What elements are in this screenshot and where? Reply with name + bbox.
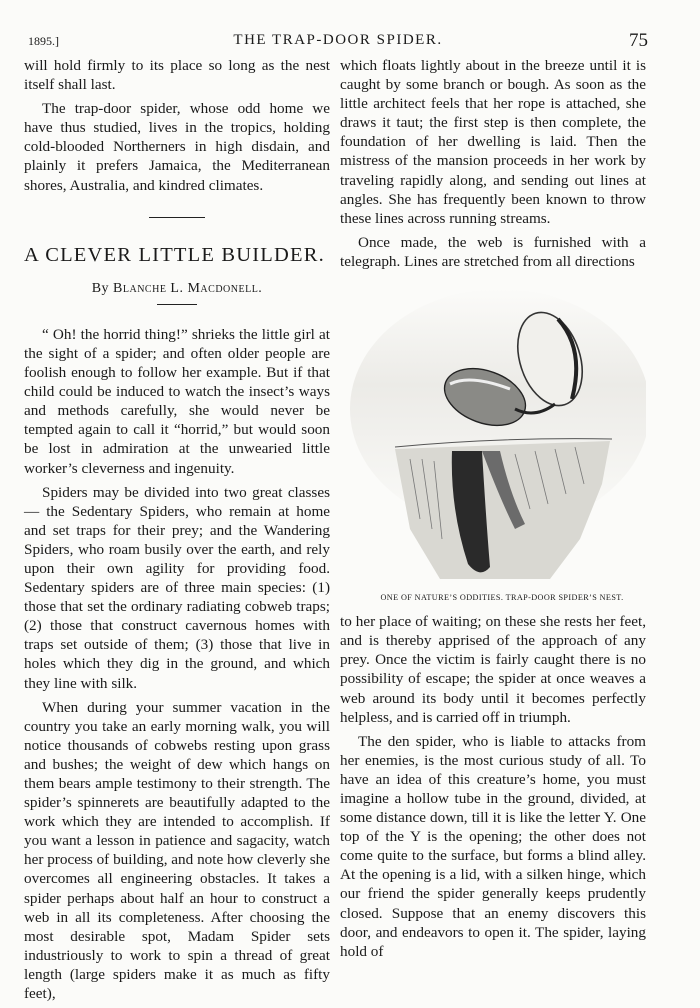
author-name: Blanche L. Macdonell. bbox=[113, 280, 263, 296]
intro-paragraph: The trap-door spider, whose odd home we have thus studied, lives in the tropics, holding cold-blooded Northerners in high disdain, and plainly it prefers Jamaica, the Mediterranean shores, Australia, and kindred climates. bbox=[24, 100, 330, 194]
body-paragraph: The den spider, who is liable to attacks from her enemies, is the most curious study of all. To have an idea of this creature’s home, you must imagine a hollow tube in the ground, divided, at some distance down, till it is like the letter Y. One top of the Y is the opening; the other does not come quite to the surface, but forms a blind alley. At the opening is a lid, with a silken hinge, which our friend the spider generally keeps prudently closed. Suppose that an enemy discovers this door, and endeavors to open it. The spider, laying hold of bbox=[340, 732, 646, 960]
body-paragraph: When during your summer vacation in the country you take an early morning walk, you will notice thousands of cobwebs resting upon grass and bushes; the weight of dew which hangs on them bears ample testimony to their strength. The spider’s spinnerets are beautifully adapted to the work which they are intended to accomplish. If you want a lesson in patience and sagacity, watch her process of building, and note how cleverly she overcomes all engineering obstacles. It takes a spider perhaps about half an hour to construct a web in all its completeness. After choosing the most desirable spot, Madam Spider sets industriously to work to spin a thread of great length (large spiders make it as much as fifty feet), bbox=[24, 698, 330, 1003]
byline bbox=[24, 279, 330, 298]
article-title: A CLEVER LITTLE BUILDER. bbox=[24, 243, 325, 266]
nest-drawing bbox=[340, 279, 646, 584]
byline-prefix: By bbox=[91, 280, 110, 296]
right-column bbox=[340, 56, 646, 966]
running-title: THE TRAP-DOOR SPIDER. bbox=[233, 32, 443, 48]
byline-divider bbox=[157, 304, 197, 305]
figure-caption: ONE OF NATURE’S ODDITIES. TRAP-DOOR SPIDER’S NEST. bbox=[380, 593, 624, 603]
continued-paragraph: which floats lightly about in the breeze until it is caught by some branch or bough. As soon as the little architect feels that her rope is attached, she draws it taut; the first step is then complete, the foundation of her dwelling is laid. Then the mistress of the mansion proceeds in her work by traveling rapidly along, and sending out lines at angles. She has frequently been known to throw these lines across running streams. bbox=[340, 57, 646, 227]
body-paragraph: Spiders may be divided into two great classes — the Sedentary Spiders, who remain at home and set traps for their prey; and the Wandering Spiders, who roam busily over the earth, and rely upon their own agility for providing food. Sedentary spiders are of three main species: (1) those that set the ordinary radiating cobweb traps; (2) those that construct cavernous homes with traps set outside of them; (3) those that live in holes which they dig in the ground, and which they line with silk. bbox=[24, 483, 330, 692]
page-number: 75 bbox=[629, 30, 648, 51]
issue-date: 1895.] bbox=[28, 34, 59, 48]
body-paragraph: Once made, the web is furnished with a telegraph. Lines are stretched from all directions bbox=[340, 233, 646, 270]
body-paragraph: to her place of waiting; on these she rests her feet, and is thereby apprised of the approach of any prey. Once the victim is fairly caught there is no possibility of escape; the spider at once weaves a web around its body until it becomes perfectly helpless, and is carried off in triumph. bbox=[340, 613, 646, 726]
continued-paragraph: will hold firmly to its place so long as the nest itself shall last. bbox=[24, 57, 330, 94]
body-paragraph: “ Oh! the horrid thing!” shrieks the little girl at the sight of a spider; and often older people are foolish enough to follow her example. But if that child could be induced to watch the insect’s ways and methods carefully, she would never be tempted again to call it “horrid,” but would soon be lost in admiration at the unwearied little worker’s cleverness and ingenuity. bbox=[24, 325, 330, 477]
left-column bbox=[24, 56, 330, 1008]
spider-nest-illustration bbox=[340, 279, 646, 584]
section-divider bbox=[149, 217, 205, 218]
running-header bbox=[28, 30, 648, 52]
